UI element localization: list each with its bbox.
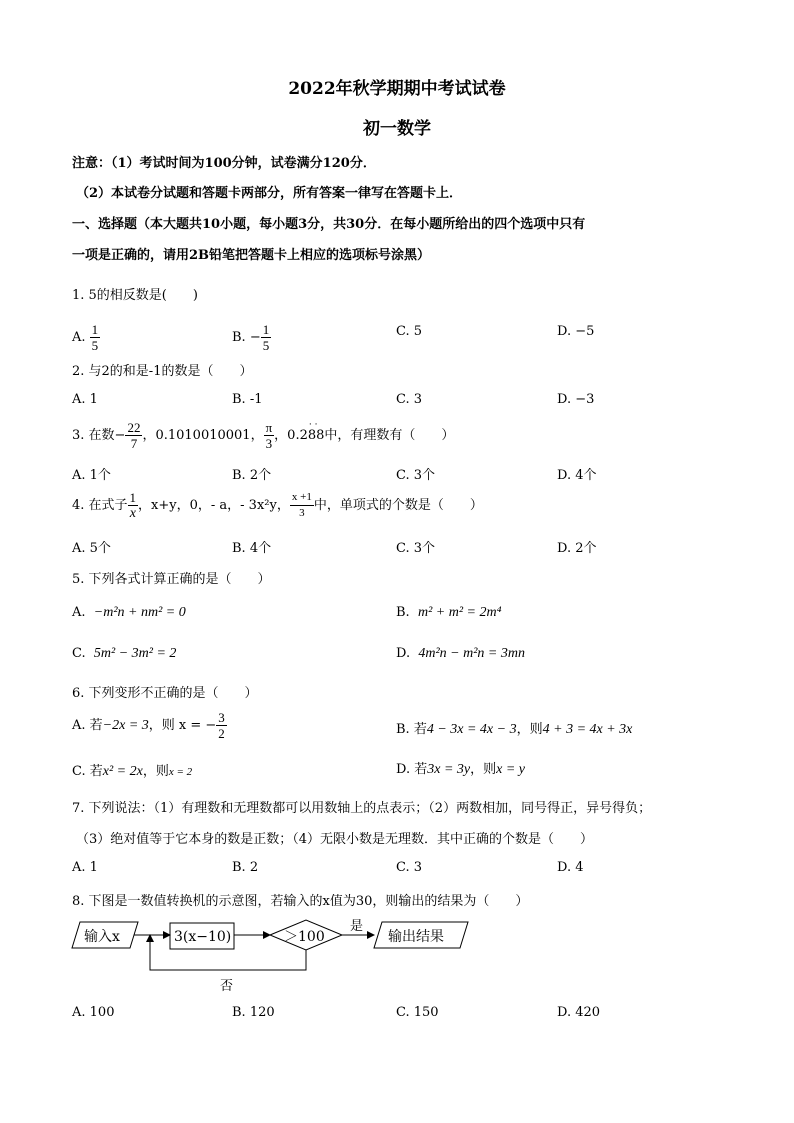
flow-output-label: 输出结果 (388, 929, 444, 945)
question-4-option-c: C. 3个 (396, 541, 436, 556)
question-2-option-a: A. 1 (72, 392, 98, 407)
question-2-option-b: B. -1 (232, 392, 263, 407)
question-8-option-b: B. 120 (232, 1005, 275, 1020)
question-7-option-c: C. 3 (396, 860, 423, 875)
question-3-option-c: C. 3个 (396, 468, 436, 483)
question-1-option-a: A. $\frac{1}{5}$ (72, 322, 99, 353)
flow-process-label: 3(x−10) (174, 929, 232, 945)
question-8-option-d: D. 420 (557, 1005, 601, 1020)
question-2-option-c: C. 3 (396, 392, 423, 407)
question-4-stem: 4. 在式子 $\frac{1}{x}$ ，x+y，0，- a，- 3x²y， $\frac{x +1}{3}$ 中，单项式的个数是（ ） (72, 490, 483, 521)
question-5-stem: 5. 下列各式计算正确的是（ ） (72, 572, 271, 587)
question-7-option-b: B. 2 (232, 860, 259, 875)
question-6-stem: 6. 下列变形不正确的是（ ） (72, 686, 258, 701)
question-3-stem: 3. 在数− $\frac{22}{7}$ ，0.1010010001， $\frac{\pi}{3}$ ，0.288 · · 中，有理数有（ ） (72, 420, 455, 451)
conversion-flowchart (70, 914, 490, 994)
question-1-option-b: B. − $\frac{1}{5}$ (232, 322, 270, 353)
question-8-option-c: C. 150 (396, 1005, 439, 1020)
question-7-option-d: D. 4 (557, 860, 584, 875)
notes-line-2: （2）本试卷分试题和答题卡两部分，所有答案一律写在答题卡上． (76, 186, 463, 201)
question-1-option-c: C. 5 (396, 324, 423, 339)
question-5-option-c: C. 5m² − 3m² = 2 (72, 646, 177, 661)
question-3-option-b: B. 2个 (232, 468, 272, 483)
notes-line-1: 注意：（1）考试时间为100分钟，试卷满分120分． (72, 156, 376, 171)
question-6-option-b: B. 若4 − 3x = 4x − 3，则4 + 3 = 4x + 3x (396, 722, 633, 737)
flow-input-label: 输入x (84, 929, 120, 945)
question-7-option-a: A. 1 (72, 860, 98, 875)
question-1-option-d: D. −5 (557, 324, 595, 339)
exam-title: 2022年秋学期期中考试试卷 (288, 79, 506, 99)
question-6-option-a: A. 若−2x = 3，则 x = − $\frac{3}{2}$ (72, 710, 225, 741)
flow-no-label: 否 (220, 979, 234, 994)
flow-yes-label: 是 (350, 919, 364, 934)
question-8-stem: 8. 下图是一数值转换机的示意图，若输入的x值为30，则输出的结果为（ ） (72, 894, 529, 909)
question-5-option-a: A. −m²n + nm² = 0 (72, 605, 186, 620)
question-3-option-a: A. 1个 (72, 468, 111, 483)
question-6-option-c: C. 若x² = 2x，则x = 2 (72, 764, 193, 779)
question-5-option-b: B. m² + m² = 2m⁴ (396, 605, 502, 620)
question-7-stem-line-2: （3）绝对值等于它本身的数是正数；（4）无限小数是无理数．其中正确的个数是（ ） (76, 832, 594, 847)
question-3-option-d: D. 4个 (557, 468, 597, 483)
question-5-option-d: D. 4m²n − m²n = 3mn (396, 646, 525, 661)
question-4-option-d: D. 2个 (557, 541, 597, 556)
question-4-option-b: B. 4个 (232, 541, 272, 556)
question-6-option-d: D. 若3x = 3y，则x = y (396, 762, 525, 777)
section-heading-line-2: 一项是正确的，请用2B铅笔把答题卡上相应的选项标号涂黑） (72, 248, 431, 263)
exam-subject: 初一数学 (363, 119, 431, 139)
question-1-stem: 1. 5的相反数是( ) (72, 288, 198, 303)
question-4-option-a: A. 5个 (72, 541, 111, 556)
question-8-option-a: A. 100 (72, 1005, 115, 1020)
flow-condition-label: ＞100 (284, 929, 325, 945)
question-2-option-d: D. −3 (557, 392, 595, 407)
section-heading-line-1: 一、选择题（本大题共10小题，每小题3分，共30分．在每小题所给出的四个选项中只有 (72, 217, 586, 232)
question-2-stem: 2. 与2的和是-1的数是（ ） (72, 364, 253, 379)
question-7-stem: 7. 下列说法：（1）有理数和无理数都可以用数轴上的点表示；（2）两数相加，同号得正，异号得负； (72, 801, 652, 816)
